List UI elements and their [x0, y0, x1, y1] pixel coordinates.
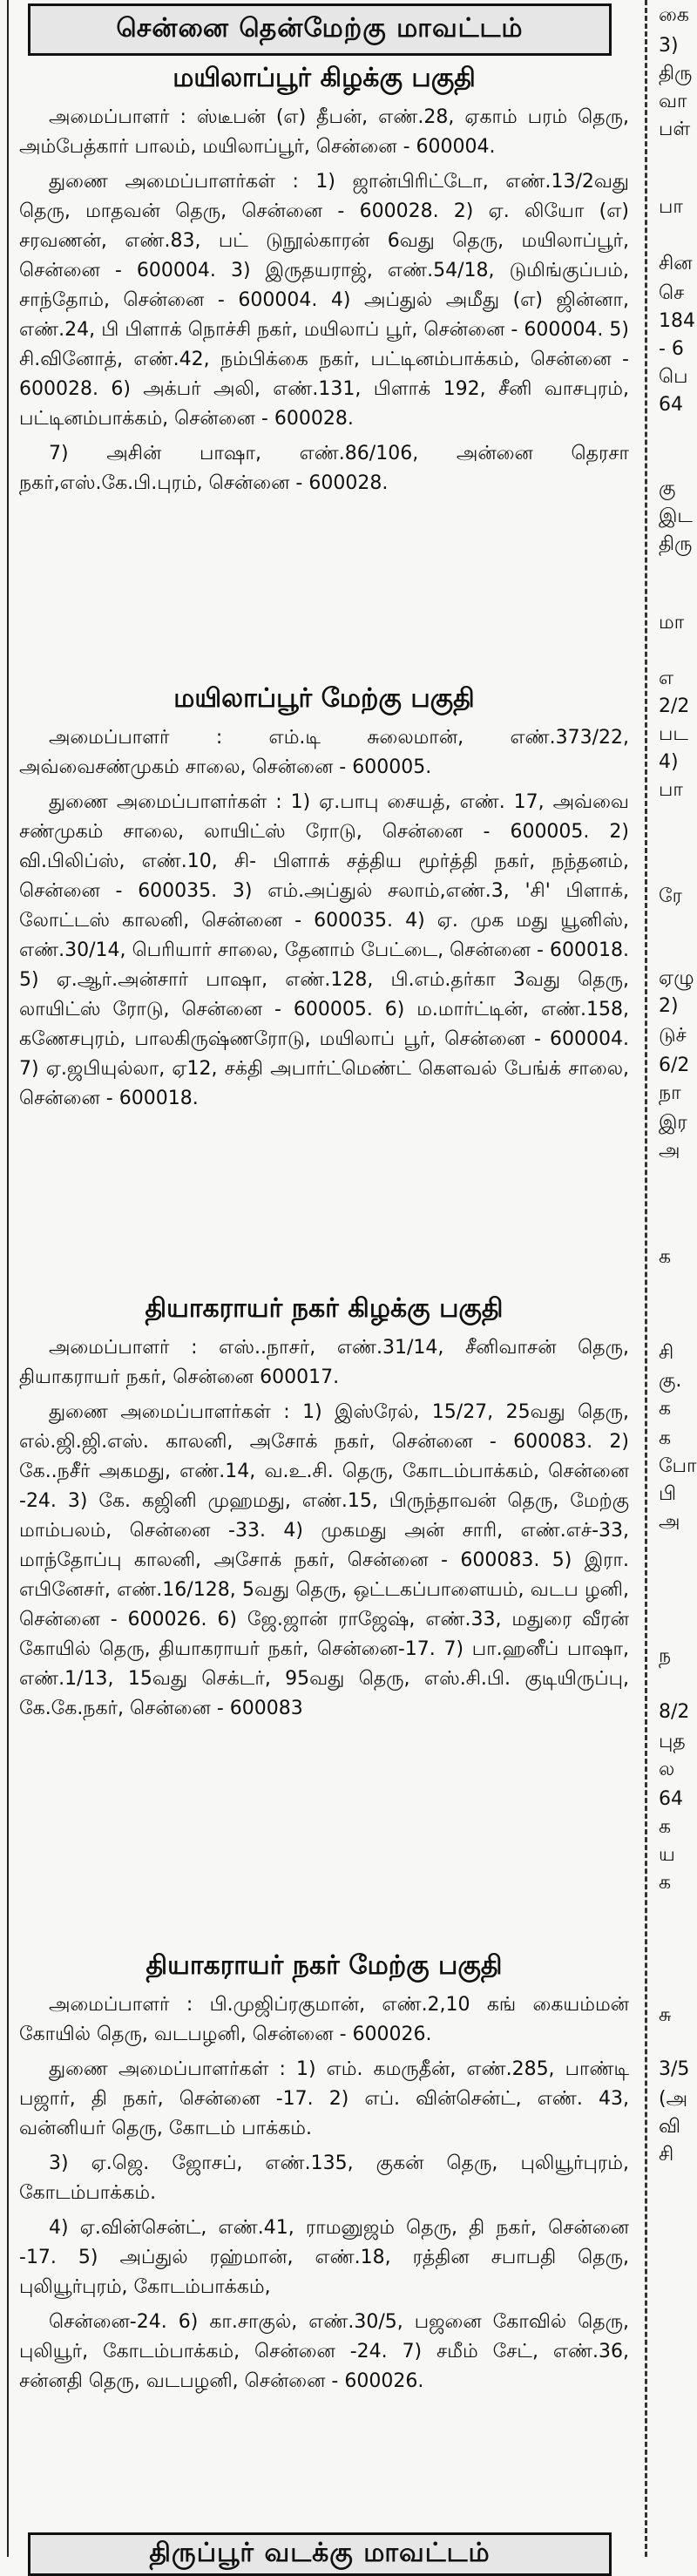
organizer-paragraph: அமைப்பாளர் : ஸ்டீபன் (எ) தீபன், எண்.28, ஏகாம் பரம் தெரு, அம்பேத்கார் பாலம், மயிலாப்பூர், சென்னை - 600004. — [19, 106, 629, 158]
fragment-text: வி — [659, 2116, 681, 2138]
deputy-organizers-paragraph: துணை அமைப்பாளர்கள் : 1) எம். கமருதீன், எண்.285, பாண்டி பஜார், தி நகர், சென்னை -17. 2) எப். வின்சென்ட், எண். 43, வன்னியர் தெரு, கோடம் பாக்கம். — [19, 2058, 629, 2139]
fragment-text: போ — [659, 1455, 697, 1477]
fragment-text: சி — [659, 2144, 674, 2166]
section-heading: மயிலாப்பூர் மேற்கு பகுதி — [173, 683, 475, 714]
fragment-text: அ — [659, 1511, 680, 1533]
fragment-text: டுச் — [659, 1025, 687, 1047]
fragment-text: 4) — [659, 751, 679, 773]
fragment-text: 6/2 — [659, 1054, 690, 1076]
fragment-text: க — [659, 1427, 672, 1449]
fragment-text: நா — [659, 1082, 681, 1104]
next-district-banner: திருப்பூர் வடக்கு மாவட்டம் — [28, 2532, 612, 2576]
fragment-text: ஏழு — [659, 967, 694, 989]
fragment-text: பள் — [659, 119, 691, 140]
fragment-text: வா — [659, 91, 687, 112]
fragment-text: 3/5 — [659, 2058, 690, 2080]
fragment-text: திரு — [659, 63, 693, 85]
district-banner: சென்னை தென்மேற்கு மாவட்டம் — [28, 3, 612, 56]
section-heading: தியாகராயர் நகர் மேற்கு பகுதி — [145, 1950, 503, 1981]
left-border-rule — [7, 0, 9, 2557]
deputy-organizers-paragraph: 7) அசின் பாஷா, எண்.86/106, அன்னை தெரசா நகர்,எஸ்.கே.பி.புரம், சென்னை - 600028. — [19, 443, 629, 494]
fragment-text: இர — [659, 1112, 687, 1134]
fragment-text: பட — [659, 723, 688, 745]
section-mylapore-west — [19, 681, 629, 1119]
fragment-text: பா — [659, 779, 683, 801]
fragment-text: - 6 — [659, 338, 684, 360]
deputy-organizers-paragraph: துணை அமைப்பாளர்கள் : 1) இஸ்ரேல், 15/27, 25வது தெரு, எல்.ஜி.ஜி.எஸ். காலனி, அசோக் நகர், சென்னை - 600083. 2) கே..நசீர் அகமது, எண்.14, வ.உ.சி. தெரு, கோடம்பாக்கம், சென்னை -24. 3) கே. கஜினி முஹமது, எண்.15, பிருந்தாவன் தெரு, மேற்கு மாம்பலம், சென்னை -33. 4) முகமது அன் சாரி, எண்.எச்-33, மாந்தோப்பு காலனி, அசோக் நகர், சென்னை - 600083. 5) இரா. எபினேசர், எண்.16/128, 5வது தெரு, ஒட்டகப்பாளையம், வடப ழனி, சென்னை - 600026. 6) ஜே.ஜான் ராஜேஷ், எண்.33, மதுரை வீரன் கோயில் தெரு, தியாகராயர் நகர், சென்னை-17. 7) பா.ஹனீப் பாஷா, எண்.1/13, 15வது செக்டர், 95வது தெரு, எஸ்.சி.பி. குடியிருப்பு, கே.கே.நகர், சென்னை - 600083 — [19, 1401, 629, 1719]
fragment-text: இட — [659, 505, 693, 527]
fragment-text: க — [659, 1816, 672, 1838]
fragment-text: அ — [659, 1140, 680, 1162]
fragment-text: க — [659, 1872, 672, 1894]
section-thyagarayar-nagar-west — [19, 1949, 629, 2402]
adjacent-column-fragments — [655, 0, 697, 2557]
deputy-organizers-paragraph: துணை அமைப்பாளர்கள் : 1) ஏ.பாபு சையத், எண். 17, அவ்வை சண்முகம் சாலை, லாயிட்ஸ் ரோடு, சென்னை - 600005. 2) வி.பிலிப்ஸ், எண்.10, சி- பிளாக் சத்திய மூர்த்தி நகர், நந்தனம், சென்னை - 600035. 3) எம்.அப்துல் சலாம்,எண்.3, 'சி' பிளாக், லோட்டஸ் காலனி, சென்னை - 600035. 4) ஏ. முக மது யூனிஸ், எண்.30/14, பெரியார் சாலை, தேனாம் பேட்டை, சென்னை - 600018. 5) ஏ.ஆர்.அன்சார் பாஷா, எண்.128, பி.எம்.தர்கா 3வது தெரு, லாயிட்ஸ் ரோடு, சென்னை - 600005. 6) ம.மார்ட்டின், எண்.158, கணேசபுரம், பாலகிருஷ்ணரோடு, மயிலாப் பூர், சென்னை - 600004. 7) ஏ.ஜபியுல்லா, ஏ12, சக்தி அபார்ட்மெண்ட் கௌவல் பேங்க் சாலை, சென்னை - 600018. — [19, 791, 629, 1109]
fragment-text: மா — [659, 612, 685, 634]
main-column — [19, 0, 629, 2557]
fragment-text: பி — [659, 1483, 677, 1505]
deputy-organizers-paragraph: 3) ஏ.ஜெ. ஜோசப், எண்.135, குகன் தெரு, புலியூர்புரம், கோடம்பாக்கம். — [19, 2152, 629, 2204]
organizer-paragraph: அமைப்பாளர் : எம்.டி சுலைமான், எண்.373/22, அவ்வைசண்முகம் சாலை, சென்னை - 600005. — [19, 727, 629, 778]
fragment-text: (அ — [659, 2088, 688, 2110]
fragment-text: கு. — [659, 1370, 682, 1392]
fragment-text: புத — [659, 1731, 686, 1752]
fragment-text: 2) — [659, 995, 679, 1017]
fragment-text: திரு — [659, 533, 693, 555]
fragment-text: சு — [659, 2004, 672, 2026]
fragment-text: சி — [659, 1342, 674, 1364]
fragment-text: ய — [659, 1844, 675, 1866]
section-mylapore-east — [19, 61, 629, 504]
fragment-text: ல — [659, 1759, 675, 1780]
fragment-text: 64 — [659, 394, 683, 416]
fragment-text: க — [659, 1398, 672, 1420]
fragment-text: 8/2 — [659, 1701, 690, 1723]
fragment-text: 64 — [659, 1788, 683, 1810]
organizer-paragraph: அமைப்பாளர் : எஸ்..நாசர், எண்.31/14, சீனிவாசன் தெரு, தியாகராயர் நகர், சென்னை 600017. — [19, 1337, 629, 1388]
fragment-text: பா — [659, 196, 683, 218]
fragment-text: எ — [659, 668, 674, 689]
deputy-organizers-paragraph: சென்னை-24. 6) கா.சாகுல், எண்.30/5, பஜனை கோவில் தெரு, புலியூர், கோடம்பாக்கம், சென்னை -24. 7) சமீம் சேட், எண்.36, சன்னதி தெரு, வடபழனி, சென்னை - 600026. — [19, 2311, 629, 2392]
fragment-text: 184 — [659, 310, 695, 332]
organizer-paragraph: அமைப்பாளர் : பி.முஜிப்ரகுமான், எண்.2,10 கங் கையம்மன் கோயில் தெரு, வடபழனி, சென்னை - 600026. — [19, 1994, 629, 2045]
fragment-text: ரே — [659, 885, 682, 907]
deputy-organizers-paragraph: துணை அமைப்பாளர்கள் : 1) ஜான்பிரிட்டோ, எண்.13/2வது தெரு, மாதவன் தெரு, சென்னை - 600028. 2) ஏ. லியோ (எ) சரவணன், எண்.83, பட் டுநூல்காரன் 6வது தெரு, மயிலாப்பூர், சென்னை - 600004. 3) இருதயராஜ், எண்.54/18, டுமிங்குப்பம், சாந்தோம், சென்னை - 600004. 4) அப்துல் அமீது (எ) ஜின்னா, எண்.24, பி பிளாக் நொச்சி நகர், மயிலாப் பூர், சென்னை - 600004. 5) சி.வினோத், எண்.42, நம்பிக்கை நகர், பட்டினம்பாக்கம், சென்னை - 600028. 6) அக்பர் அலி, எண்.131, பிளாக் 192, சீனி வாசபுரம், பட்டினம்பாக்கம், சென்னை - 600028. — [19, 171, 629, 430]
fragment-text: ந — [659, 1645, 672, 1667]
fragment-text: சின — [659, 253, 693, 275]
section-heading: தியாகராயர் நகர் கிழக்கு பகுதி — [145, 1293, 504, 1324]
section-heading: மயிலாப்பூர் கிழக்கு பகுதி — [173, 63, 476, 93]
deputy-organizers-paragraph: 4) ஏ.வின்சென்ட், எண்.41, ராமனுஜம் தெரு, தி நகர், சென்னை -17. 5) அப்துல் ரஹ்மான், எண்.18, ரத்தின சபாபதி தெரு, புலியூர்புரம், கோடம்பாக்கம், — [19, 2217, 629, 2298]
fragment-text: கை — [659, 4, 689, 26]
fragment-text: 3) — [659, 35, 679, 57]
fragment-text: கு — [659, 478, 676, 499]
section-thyagarayar-nagar-east — [19, 1291, 629, 1729]
fragment-text: க — [659, 1246, 672, 1268]
column-separator — [645, 0, 647, 2557]
fragment-text: 2/2 — [659, 695, 690, 717]
fragment-text: செ — [659, 282, 685, 304]
fragment-text: பெ — [659, 366, 688, 388]
